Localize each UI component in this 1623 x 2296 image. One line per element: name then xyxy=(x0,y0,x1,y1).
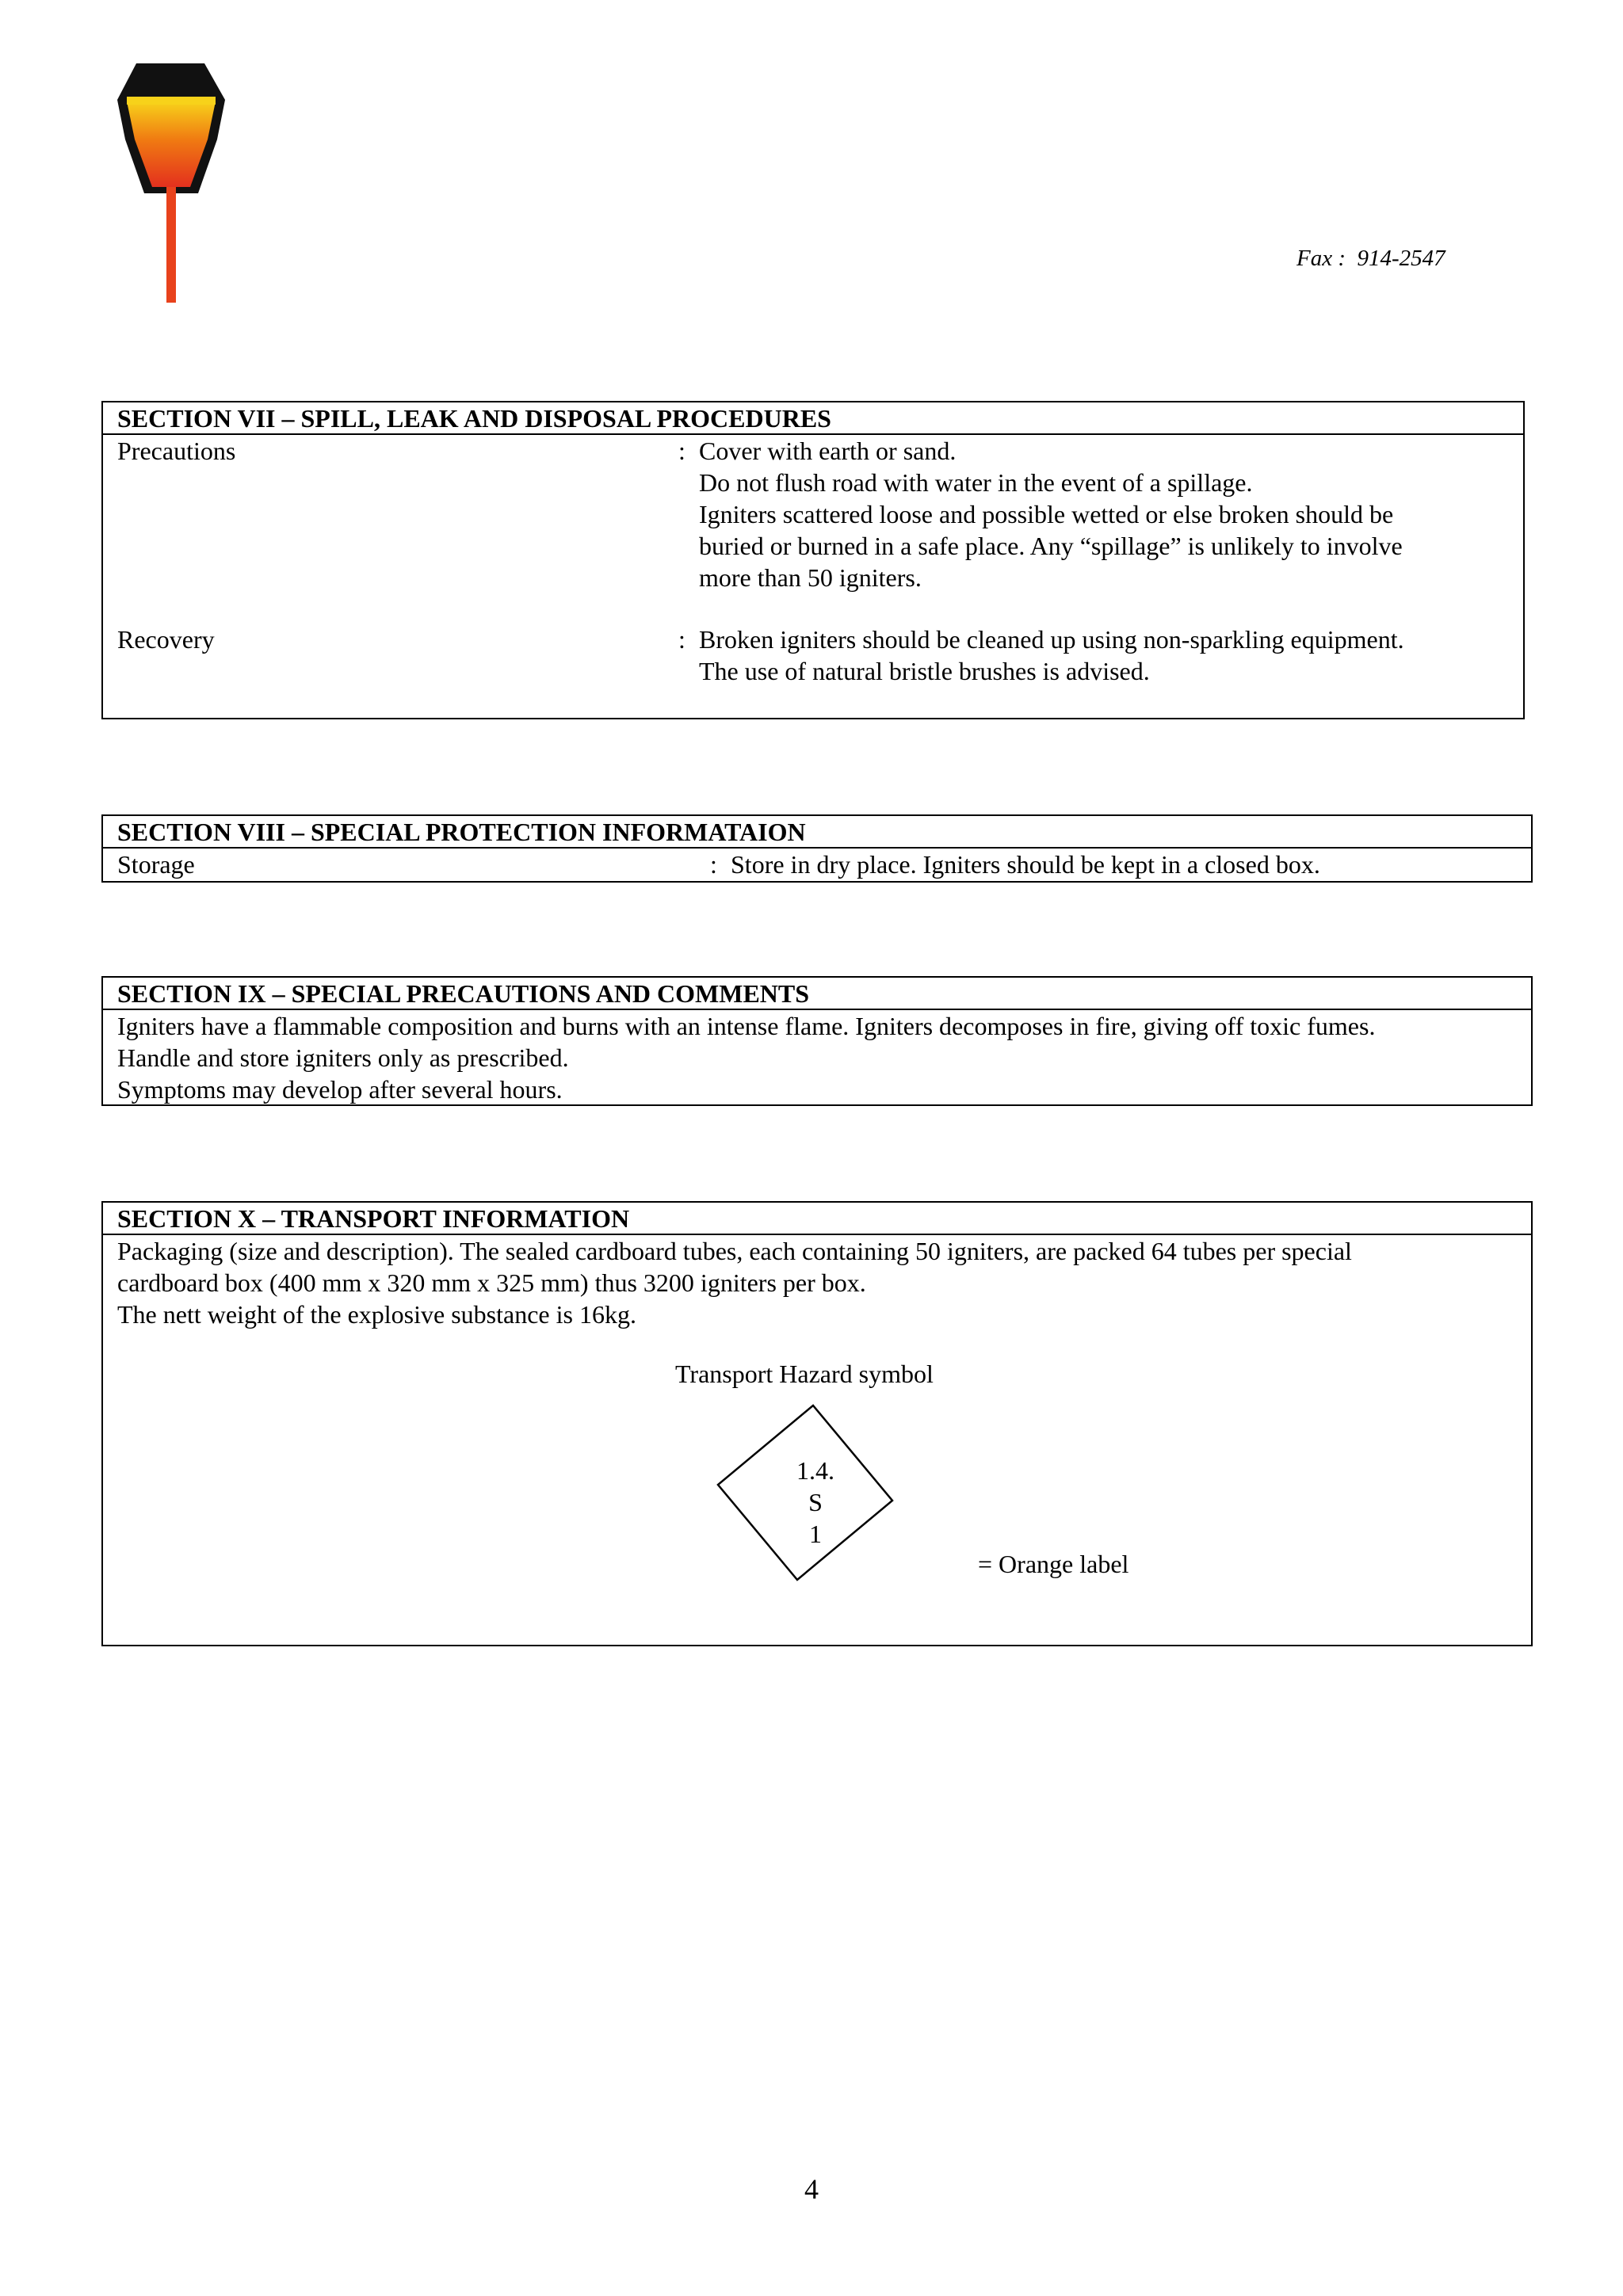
page-number: 4 xyxy=(804,2173,819,2205)
hazard-symbol-text xyxy=(716,1455,915,1550)
recovery-line: The use of natural bristle brushes is advised. xyxy=(699,657,1150,685)
section-title: SECTION IX – SPECIAL PRECAUTIONS AND COMMENTS xyxy=(103,978,1531,1010)
storage-label: Storage xyxy=(117,850,195,879)
precautions-line: Igniters scattered loose and possible wetted or else broken should be xyxy=(699,500,1394,528)
precautions-line: more than 50 igniters. xyxy=(699,563,922,592)
hazard-class: 1 xyxy=(809,1520,822,1548)
section-special-protection xyxy=(101,814,1533,883)
precautions-lines xyxy=(699,435,1403,593)
hazard-note: = Orange label xyxy=(978,1550,1129,1578)
section-spill-leak-disposal xyxy=(101,401,1525,719)
section-title: SECTION X – TRANSPORT INFORMATION xyxy=(103,1203,1531,1235)
comment-line: Symptoms may develop after several hours. xyxy=(117,1075,563,1104)
hazard-caption: Transport Hazard symbol xyxy=(675,1360,934,1388)
precautions-line: Do not flush road with water in the event of a spillage. xyxy=(699,468,1253,497)
hazard-group: S xyxy=(808,1488,823,1516)
recovery-row: Recovery : Broken igniters should be cleaned up using non-sparkling equipment. The use of natural bristle brushes is advised. xyxy=(117,625,1404,685)
comment-line: Igniters have a flammable composition and burns with an intense flame. Igniters decomposes in fire, giving off toxic fumes. xyxy=(117,1012,1376,1040)
recovery-label: Recovery xyxy=(117,625,215,654)
transport-line: Packaging (size and description). The sealed cardboard tubes, each containing 50 igniters, are packed 64 tubes per special xyxy=(117,1237,1352,1265)
storage-row: Storage : Store in dry place. Igniters should be kept in a closed box. xyxy=(117,850,1320,879)
precautions-line: buried or burned in a safe place. Any “spillage” is unlikely to involve xyxy=(699,532,1403,560)
precautions-comments xyxy=(103,1010,1531,1105)
section-special-precautions xyxy=(101,976,1533,1106)
recovery-lines xyxy=(699,624,1404,687)
fax-number: Fax : 914-2547 xyxy=(1296,246,1445,271)
transport-line: The nett weight of the explosive substance is 16kg. xyxy=(117,1300,636,1329)
precautions-line: Cover with earth or sand. xyxy=(699,437,957,465)
section-title: SECTION VII – SPILL, LEAK AND DISPOSAL PROCEDURES xyxy=(103,402,1523,435)
company-logo-icon xyxy=(116,60,227,306)
comment-line: Handle and store igniters only as prescribed. xyxy=(117,1043,569,1072)
recovery-line: Broken igniters should be cleaned up using non-sparkling equipment. xyxy=(699,625,1404,654)
hazard-division: 1.4. xyxy=(796,1456,834,1485)
section-title: SECTION VIII – SPECIAL PROTECTION INFORMATAION xyxy=(103,816,1531,849)
precautions-label: Precautions xyxy=(117,437,236,465)
precautions-row: Precautions : Cover with earth or sand. Do not flush road with water in the event of a spillage. Igniters scattered loose and possible wetted or else broken should be buried or burned in a safe place. Any “spillage” is unlikely to involve more than 50 igniters. xyxy=(117,437,1403,592)
storage-text: Store in dry place. Igniters should be kept in a closed box. xyxy=(731,850,1320,879)
transport-line: cardboard box (400 mm x 320 mm x 325 mm) thus 3200 igniters per box. xyxy=(117,1268,866,1297)
transport-packaging xyxy=(103,1235,1531,1330)
